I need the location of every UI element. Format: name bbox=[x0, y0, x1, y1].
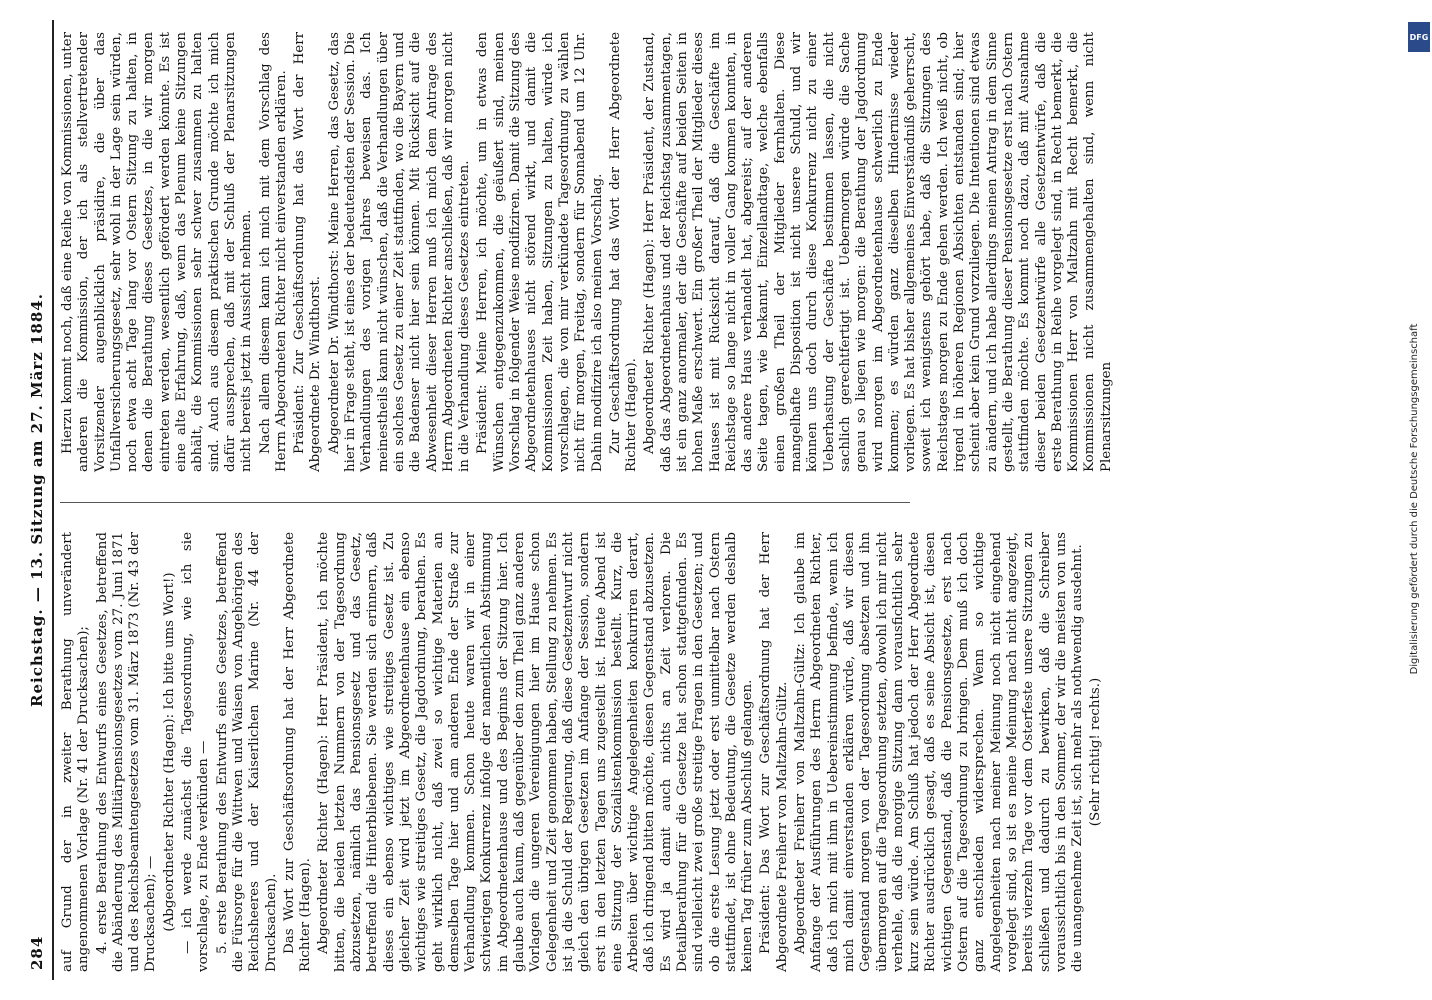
credit-text: Digitalisierung gefördert durch die Deutsche Forschungsgemeinschaft bbox=[1409, 323, 1420, 675]
paragraph: Das Wort zur Geschäftsordnung hat der Herr Abgeordnete Richter (Hagen). bbox=[281, 532, 314, 972]
speech-paragraph: Abgeordneter Dr. Windthorst: Meine Herren, das Gesetz, das hier in Frage steht, ist eines der bedeutendsten der Session. Die Verhandlungen des vorigen Jahres beweisen das. Ich meinestheils kann nicht wünschen, daß die Verhandlungen über ein solches Gesetz zu einer Zeit stattfinden, wo die Bayern und die Badenser nicht hier sein können. Mit Rücksicht auf die Abwesenheit dieser Herren muß ich mich dem Antrage des Herrn Abgeordneten Richter anschließen, daß wir morgen nicht in die Verhandlung dieses Gesetzes eintreten. bbox=[326, 32, 473, 472]
page-title: Reichstag. — 13. Sitzung am 27. März 1884. bbox=[28, 293, 46, 707]
paragraph: Hierzu kommt noch, daß eine Reihe von Kommissionen, unter anderen die Kommission, der ich als stellvertretender Vorsitzender augenblicklich präsidire, die über das Unfallversicherungsgesetz, sehr wohl in der Lage sein würden, noch etwa acht Tage lang vor Ostern Sitzung zu halten, in denen die Berathung dieses Gesetzes, in die wir morgen eintreten werden, wesentlich gefördert werden könnte. Es ist eine alte Erfahrung, daß, wenn das Plenum keine Sitzungen abhält, die Kommissionen sehr schwer zusammen zu halten sind. Auch aus diesem praktischen Grunde möchte ich mich dafür aussprechen, daß mit der Schluß der Plenarsitzungen nicht bereits jetzt in Aussicht nehmen. bbox=[60, 32, 255, 472]
paragraph: Nach allem diesem kann ich mich mit dem Vorschlag des Herrn Abgeordneten Richter nicht einverstanden erklären. bbox=[257, 32, 289, 472]
column-divider bbox=[60, 502, 910, 503]
page-number: 284 bbox=[28, 935, 46, 970]
paragraph: auf Grund der in zweiter Berathung unverändert angenommenen Vorlage (Nr. 41 der Drucksachen); bbox=[60, 532, 92, 972]
paragraph: (Abgeordneter Richter (Hagen): Ich bitte ums Wort!) bbox=[161, 572, 177, 932]
running-head bbox=[22, 20, 56, 980]
paragraph: Zur Geschäftsordnung hat das Wort der Herr Abgeordnete Richter (Hagen). bbox=[607, 32, 640, 472]
interjection: (Sehr richtig! rechts.) bbox=[1088, 677, 1104, 827]
header-rule bbox=[52, 20, 54, 980]
speech-paragraph: Präsident: Zur Geschäftsordnung hat das Wort der Herr Abgeordnete Dr. Windthorst. bbox=[292, 32, 324, 472]
paragraph: 5. erste Berathung des Entwurfs eines Gesetzes, betreffend die Fürsorge für die Wittwen und Waisen von Angehörigen des Reichsheeres und der Kaiserlichen Marine (Nr. 44 der Drucksachen). bbox=[214, 532, 279, 972]
speech-paragraph: Abgeordneter Richter (Hagen): Herr Präsident, ich möchte bitten, die beiden letzten Nummern von der Tagesordnung abzusetzen, nämlich das Pensionsgesetz und das Gesetz, betreffend die Hinterbliebenen. Sie werden sich erinnern, daß dieses ein ebenso wichtiges wie streitiges Gesetz ist. Zu gleicher Zeit wird jetzt im Abgeordnetenhause ein ebenso wichtiges wie streitiges Gesetz, die Jagdordnung, berathen. Es geht wirklich nicht, daß zwei so wichtige Materien an demselben Tage hier und am anderen Ende der Straße zur Verhandlung kommen. Schon heute waren wir in einer schwierigen Konkurrenz infolge der namentlichen Abstimmung im Abgeordnetenhause und des Beginns der Sitzung hier. Ich glaube auch kaum, daß gegenüber den zum Theil ganz anderen Vorlagen die ungeren Vereinigungen hier im Hause schon Gelegenheit und Zeit genommen haben, Stellung zu nehmen. Es ist ja die Schuld der Regierung, daß diese Gesetzentwurf nicht gleich den übrigen Gesetzen im Anfange der Session, sondern erst in den letzten Tagen uns zugestellt ist. Heute Abend ist eine Sitzung der Sozialistenkommission bestellt. Kurz, die Arbeiten über wichtige Angelegenheiten konkurriren derart, daß ich dringend bitten möchte, diesen Gegenstand abzusetzen. Es wird ja damit auch nichts an Zeit verloren. Die Detailberathung für die Gesetze hat schon stattgefunden. Es sind vielleicht zwei große streitige Fragen in den Gesetzen; und ob die erste Lesung jetzt oder erst unmittelbar nach Ostern stattfindet, ist ohne Bedeutung, die Gesetze werden deshalb keinen Tag früher zum Abschluß gelangen. bbox=[316, 532, 756, 972]
speech-paragraph: Abgeordneter Freiherr von Maltzahn-Gültz: Ich glaube im Anfange der Ausführungen des Herrn Abgeordneten Richter, daß ich mich mit ihm in Uebereinstimmung befinde, wenn ich mich damit einverstanden erklären würde, daß wir diesen Gegenstand morgen von der Tagesordnung absetzen und ihn übermorgen auf die Tagesordnung setzten, obwohl ich mir nicht verhehle, daß die morgige Sitzung dann vorausfichtlich sehr kurz sein würde. Am Schluß hat jedoch der Herr Abgeordnete Richter ausdrücklich gesagt, daß es seine Absicht ist, diesen wichtigen Gegenstand, daß die Pensionsgesetze, erst nach Ostern auf die Tagesordnung zu bringen. Dem muß ich doch ganz entschieden widersprechen. Wenn so wichtige Angelegenheiten nach meiner Meinung noch nicht eingehend vorgelegt sind, so ist es meine Meinung nach nicht angezeigt, bereits vierzehn Tage vor dem Osterfeste unsere Sitzungen zu schließen und dadurch zu bewirken, daß die Schreiber voraussichtlich bis in den Sommer, der wir die meisten von uns die unangenehme Zeit ist, sich mehr als nothwendig ausdehnt. bbox=[793, 532, 1086, 972]
speech-paragraph: Abgeordneter Richter (Hagen): Herr Präsident, der Zustand, daß das Abgeordnetenhaus und der Reichstag zusammentagen, ist ein ganz anormaler, der die Geschäfte auf beiden Seiten in hohen Maße erschwert. Ein großer Theil der Mitglieder dieses Hauses ist mit Rücksicht darauf, daß die Geschäfte im Reichstage so lange nicht in voller Gang kommen konnten, in das andere Haus verhandelt hat, abgereist; auf der anderen Seite tagen, wie bekannt, Einzellandtage, welche ebenfalls einen großen Theil der Mitglieder fernhalten. Diese mangelhafte Disposition ist nicht unsere Schuld, und wir können uns doch durch diese Konkurrenz nicht zu einer Ueberhastung der Geschäfte bestimmen lassen, die nicht sachlich gerechtfertigt ist. Uebermorgen würde die Sache genau so liegen wie morgen: die Berathung der Jagdordnung wird morgen im Abgeordnetenhause schwerlich zu Ende kommen; es würden ganz dieselben Hindernisse wieder vorliegen. Es hat bisher allgemeines Einverständniß geherrscht, soweit ich wenigstens gehört habe, daß die Sitzungen des Reichstages morgen zu Ende gehen werden. Ich weiß nicht, ob irgend in höheren Regionen Absichten entstanden sind; hier scheint aber kein Grund vorzuliegen. Die Intentionen sind etwas zu ändern, und ich habe allerdings meinen Antrag in dem Sinne gestellt, die Berathung dieser Pensionsgesetze erst nach Ostern stattfinden möchte. Es kommt noch dazu, daß mit Ausnahme dieser beiden Gesetzentwürfe alle Gesetzentwürfe, daß die erste Berathung in Reihe vorgelegt sind, in Recht bemerkt, die Kommissionen Herr von Maltzahn mit Recht bemerkt, die Kommissionen nicht zusammengehalten sind, wenn nicht Plenarsitzungen bbox=[642, 32, 1114, 472]
right-column bbox=[60, 32, 1117, 472]
speech-paragraph: Präsident: Meine Herren, ich möchte, um in etwas den Wünschen entgegenzukommen, die geäußert sind, meinen Vorschlag in folgender Weise modifiziren. Damit die Sitzung des Abgeordnetenhauses nicht störend wirkt, und damit die Kommissionen Zeit haben, Sitzungen zu halten, würde ich vorschlagen, die von mir verkündete Tagesordnung zu wählen nicht für morgen, Freitag, sondern für Sonnabend um 12 Uhr. Dahin modifizire ich also meinen Vorschlag. bbox=[475, 32, 605, 472]
digitization-credit bbox=[1408, 40, 1432, 960]
paragraph: — ich werde zunächst die Tagesordnung, wie ich sie vorschlage, zu Ende verkünden — bbox=[180, 532, 212, 972]
dfg-logo: DFG bbox=[1408, 22, 1430, 52]
paragraph: 4. erste Berathung des Entwurfs eines Gesetzes, betreffend die Abänderung des Militärpensionsgesetzes vom 27. Juni 1871 und des Reichsbeamtengesetzes vom 31. März 1873 (Nr. 43 der Drucksachen); — bbox=[94, 532, 159, 972]
left-column bbox=[60, 532, 1107, 972]
speech-paragraph: Präsident: Das Wort zur Geschäftsordnung hat der Herr Abgeordnete Freiherr von Maltzahn-Gültz. bbox=[758, 532, 790, 972]
